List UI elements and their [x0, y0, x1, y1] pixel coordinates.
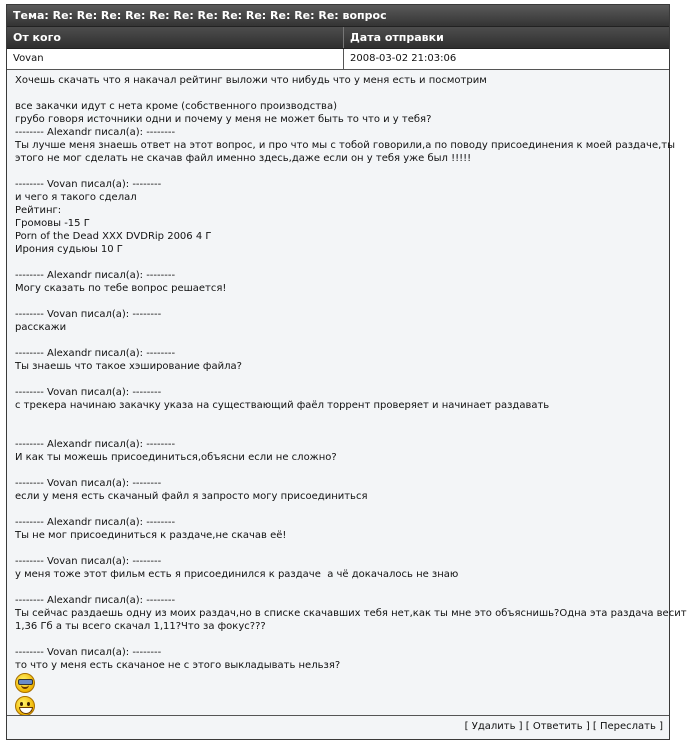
- sender-name: Vovan: [7, 49, 344, 69]
- topic-title: Тема: Re: Re: Re: Re: Re: Re: Re: Re: Re: Re: Re: Re: вопрос: [7, 5, 669, 27]
- delete-button[interactable]: Удалить: [471, 721, 516, 732]
- message-line: расскажи: [15, 322, 67, 333]
- message-meta-row: [7, 49, 669, 70]
- forward-button[interactable]: Переслать: [599, 721, 656, 732]
- message-line: Ирония судьюы 10 Г: [15, 244, 123, 255]
- message-line: [15, 542, 663, 555]
- message-line: этого не мог сделать не скачав файл именно здесь,даже если он у тебя уже был !!!!!: [15, 153, 472, 164]
- message-panel: [6, 4, 687, 740]
- message-line: грубо говоря источники одни и почему у меня не может быть то что и у тебя?: [15, 114, 432, 125]
- date-column-header: Дата отправки: [350, 31, 444, 44]
- from-column-header: От кого: [7, 27, 344, 48]
- message-line: -------- Vovan писал(а): --------: [15, 647, 162, 658]
- message-line: -------- Vovan писал(а): --------: [15, 556, 162, 567]
- message-line: и чего я такого сделал: [15, 192, 137, 203]
- message-line: [15, 373, 663, 386]
- cool-smiley-icon: [15, 673, 35, 693]
- message-line: -------- Vovan писал(а): --------: [15, 179, 162, 190]
- message-line: если у меня есть скачаный файл я запросто могу присоединиться: [15, 491, 368, 502]
- message-actions: [ Удалить ] [ Ответить ] [ Переслать ]: [7, 715, 669, 739]
- message-line: -------- Vovan писал(а): --------: [15, 387, 162, 398]
- message-line: Ты сейчас раздаешь одну из моих раздач,но в списке скачавших тебя нет,как ты мне это объяснишь?Одна эта раздача весит: [15, 608, 687, 619]
- message-line: [15, 425, 663, 438]
- message-body: [7, 70, 687, 697]
- message-line: -------- Vovan писал(а): --------: [15, 309, 162, 320]
- message-line: [15, 633, 663, 646]
- message-line: [15, 165, 663, 178]
- message-line: то что у меня есть скачаное не с этого выкладывать нельзя?: [15, 660, 341, 671]
- message-line: [15, 581, 663, 594]
- grin-smiley-icon: [15, 696, 35, 716]
- message-line: Ты знаешь что такое хэширование файла?: [15, 361, 242, 372]
- message-line: [15, 87, 663, 100]
- message-line: Ты лучше меня знаешь ответ на этот вопрос, и про что мы с тобой говорили,а по поводу присоединения к моей раздаче,ты: [15, 140, 676, 151]
- message-line: [15, 295, 663, 308]
- message-line: Громовы -15 Г: [15, 218, 90, 229]
- reply-button[interactable]: Ответить: [532, 721, 583, 732]
- message-line: все закачки идут с нета кроме (собственного производства): [15, 101, 337, 112]
- message-header-row: [7, 27, 669, 49]
- message-line: Могу сказать по тебе вопрос решается!: [15, 283, 227, 294]
- message-line: Рейтинг:: [15, 205, 62, 216]
- message-line: с трекера начинаю закачку указа на существающий фаёл торрент проверяет и начинает раздавать: [15, 400, 550, 411]
- message-line: [15, 412, 663, 425]
- message-line: [15, 256, 663, 269]
- message-line: -------- Alexandr писал(а): --------: [15, 270, 176, 281]
- message-line: -------- Alexandr писал(а): --------: [15, 127, 176, 138]
- message-line: 1,36 Гб а ты всего скачал 1,11?Что за фокус???: [15, 621, 266, 632]
- message-line: Porn of the Dead XXX DVDRip 2006 4 Г: [15, 231, 212, 242]
- message-line: -------- Alexandr писал(а): --------: [15, 595, 176, 606]
- message-line: [15, 334, 663, 347]
- message-line: -------- Alexandr писал(а): --------: [15, 439, 176, 450]
- message-line: Ты не мог присоединиться к раздаче,не скачав её!: [15, 530, 287, 541]
- message-line: -------- Alexandr писал(а): --------: [15, 348, 176, 359]
- message-line: [15, 464, 663, 477]
- message-line: И как ты можешь присоединиться,объясни если не сложно?: [15, 452, 337, 463]
- message-line: -------- Alexandr писал(а): --------: [15, 517, 176, 528]
- sent-date: 2008-03-02 21:03:06: [350, 53, 457, 64]
- message-line: -------- Vovan писал(а): --------: [15, 478, 162, 489]
- message-line: [15, 503, 663, 516]
- message-line: Хочешь скачать что я накачал рейтинг выложи что нибудь что у меня есть и посмотрим: [15, 75, 487, 86]
- message-line: у меня тоже этот фильм есть я присоединился к раздаче а чё докачалось не знаю: [15, 569, 459, 580]
